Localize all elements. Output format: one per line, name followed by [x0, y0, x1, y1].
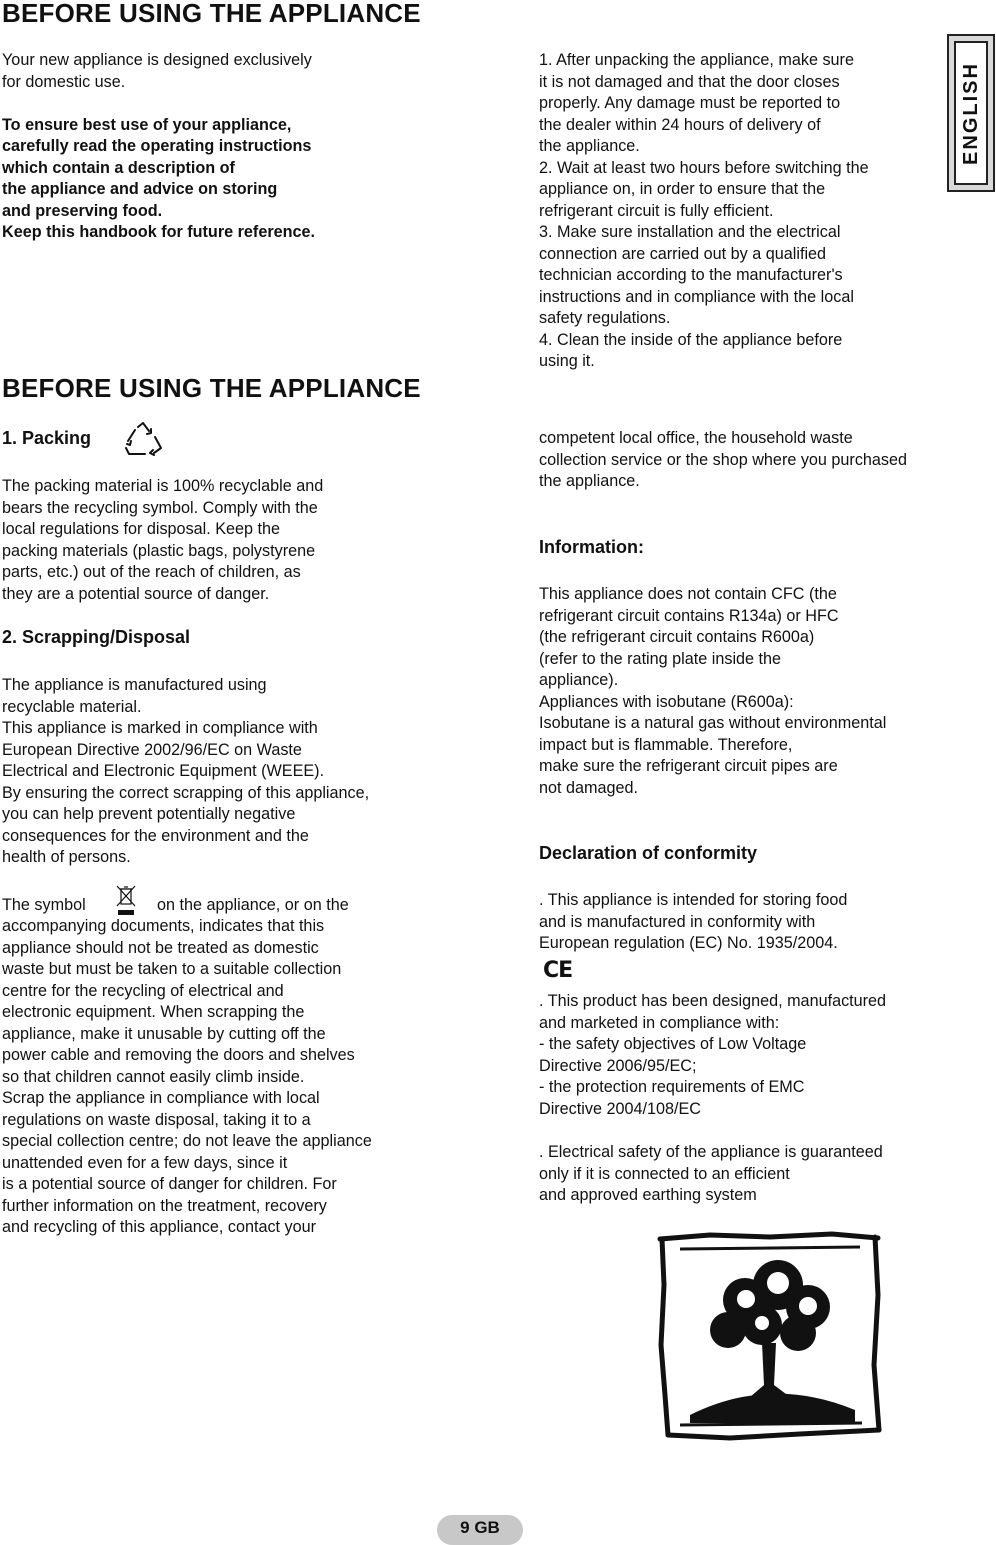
- text-line: using it.: [539, 352, 595, 370]
- text-line: regulations on waste disposal, taking it to a: [2, 1110, 311, 1129]
- text-line: refrigerant circuit is fully efficient.: [539, 201, 774, 220]
- declaration-title: Declaration of conformity: [539, 843, 758, 863]
- text-line: Scrap the appliance in compliance with local: [2, 1089, 320, 1107]
- text-line: appliance on, in order to ensure that the: [539, 180, 826, 198]
- information-text: [539, 584, 886, 799]
- text-line: consequences for the environment and the: [2, 826, 309, 845]
- text-line: 4. Clean the inside of the appliance before: [539, 330, 843, 349]
- declaration-text-a: [539, 890, 847, 955]
- text-line: and preserving food.: [2, 201, 163, 220]
- page-number: 9 GB: [437, 1515, 523, 1545]
- text-line: for domestic use.: [2, 72, 126, 91]
- declaration-text-b: [539, 991, 886, 1120]
- crossed-bin-icon: [114, 884, 138, 916]
- tree-stamp-icon: [650, 1225, 890, 1450]
- text-line: (the refrigerant circuit contains R600a): [539, 628, 815, 646]
- text-line: safety regulations.: [539, 309, 671, 327]
- text-line: Your new appliance is designed exclusively: [2, 51, 312, 69]
- text-line: instructions and in compliance with the local: [539, 287, 854, 306]
- text-line: and recycling of this appliance, contact your: [2, 1218, 317, 1236]
- text-line: Isobutane is a natural gas without environmental: [539, 714, 887, 732]
- text-line: local regulations for disposal. Keep the: [2, 520, 281, 538]
- text-line: unattended even for a few days, since it: [2, 1153, 288, 1172]
- text-line: bears the recycling symbol. Comply with the: [2, 498, 318, 517]
- section1-heading: BEFORE USING THE APPLIANCE: [2, 0, 421, 28]
- text-line: . This product has been designed, manufactured: [539, 992, 887, 1010]
- text-line: The appliance is manufactured using: [2, 676, 267, 694]
- text-line: power cable and removing the doors and shelves: [2, 1046, 355, 1064]
- text-line: packing materials (plastic bags, polystyrene: [2, 541, 316, 560]
- text-line: 2. Wait at least two hours before switching the: [539, 158, 869, 177]
- text-line: Appliances with isobutane (R600a):: [539, 692, 794, 711]
- text-line: so that children cannot easily climb inside.: [2, 1067, 305, 1086]
- text-line: and marketed in compliance with:: [539, 1013, 780, 1032]
- continuation-text: [539, 428, 907, 493]
- text-line: you can help prevent potentially negative: [2, 805, 296, 823]
- text-line: impact but is flammable. Therefore,: [539, 735, 793, 754]
- text-line: European Directive 2002/96/EC on Waste: [2, 740, 302, 759]
- text-line: - the protection requirements of EMC: [539, 1078, 805, 1096]
- text-line: not damaged.: [539, 778, 638, 797]
- text-line: only if it is connected to an efficient: [539, 1164, 790, 1183]
- text-line: it is not damaged and that the door closes: [539, 72, 840, 91]
- text-line: waste but must be taken to a suitable collection: [2, 960, 342, 978]
- text-line: Keep this handbook for future reference.: [2, 223, 316, 241]
- section1-intro: [2, 50, 315, 244]
- text-line: recyclable material.: [2, 697, 142, 716]
- disposal-text-a: [2, 675, 369, 869]
- language-label: ENGLISH: [959, 61, 982, 165]
- text-line: appliance should not be treated as domestic: [2, 938, 319, 957]
- packing-title: 1. Packing: [2, 428, 92, 448]
- text-line: appliance).: [539, 671, 619, 689]
- text-line: competent local office, the household waste: [539, 429, 853, 447]
- text-line: This appliance does not contain CFC (the: [539, 585, 837, 603]
- text-line: they are a potential source of danger.: [2, 584, 270, 603]
- text-line: the appliance.: [539, 472, 640, 490]
- text-line: collection service or the shop where you purchased: [539, 450, 908, 469]
- text-line: make sure the refrigerant circuit pipes are: [539, 757, 838, 775]
- text-line: properly. Any damage must be reported to: [539, 94, 841, 112]
- information-title: Information:: [539, 537, 644, 557]
- text-line: appliance, make it unusable by cutting off the: [2, 1024, 326, 1043]
- text-line: health of persons.: [2, 848, 131, 866]
- text-line: special collection centre; do not leave the appliance: [2, 1132, 372, 1150]
- text-line: - the safety objectives of Low Voltage: [539, 1035, 807, 1053]
- text-line: The packing material is 100% recyclable and: [2, 477, 324, 495]
- language-tab: [947, 34, 995, 192]
- text-line: the appliance and advice on storing: [2, 180, 278, 198]
- section1-right-column: [539, 50, 869, 373]
- text-line: Electrical and Electronic Equipment (WEEE).: [2, 762, 325, 780]
- language-tab-inner: [954, 41, 988, 185]
- text-line: By ensuring the correct scrapping of this appliance,: [2, 783, 370, 802]
- text-line: which contain a description of: [2, 158, 235, 177]
- symbol-prefix: The symbol: [2, 896, 86, 914]
- recycle-icon: [122, 421, 164, 457]
- section2-heading: BEFORE USING THE APPLIANCE: [2, 373, 421, 403]
- text-line: 3. Make sure installation and the electrical: [539, 223, 841, 241]
- text-line: technician according to the manufacturer's: [539, 266, 843, 284]
- text-line: refrigerant circuit contains R134a) or HFC: [539, 606, 839, 625]
- disposal-text-b: [2, 916, 372, 1239]
- ce-mark: CE: [543, 958, 573, 983]
- text-line: centre for the recycling of electrical and: [2, 981, 284, 1000]
- text-line: . This appliance is intended for storing food: [539, 891, 848, 909]
- text-line: This appliance is marked in compliance with: [2, 719, 318, 737]
- text-line: carefully read the operating instructions: [2, 137, 312, 155]
- text-line: electronic equipment. When scrapping the: [2, 1003, 305, 1021]
- disposal-title: 2. Scrapping/Disposal: [2, 627, 191, 647]
- declaration-text-c: [539, 1142, 883, 1207]
- text-line: connection are carried out by a qualified: [539, 244, 827, 263]
- text-line: To ensure best use of your appliance,: [2, 115, 292, 134]
- text-line: and is manufactured in conformity with: [539, 912, 816, 931]
- text-line: 1. After unpacking the appliance, make sure: [539, 51, 854, 69]
- text-line: accompanying documents, indicates that this: [2, 917, 325, 935]
- text-line: (refer to the rating plate inside the: [539, 649, 782, 668]
- text-line: is a potential source of danger for children. For: [2, 1175, 337, 1193]
- text-line: the appliance.: [539, 137, 640, 155]
- text-line: European regulation (EC) No. 1935/2004.: [539, 934, 838, 952]
- text-line: Directive 2004/108/EC: [539, 1099, 701, 1118]
- text-line: and approved earthing system: [539, 1186, 757, 1204]
- text-line: . Electrical safety of the appliance is guaranteed: [539, 1143, 883, 1161]
- text-line: parts, etc.) out of the reach of children, as: [2, 563, 301, 581]
- text-line: the dealer within 24 hours of delivery of: [539, 115, 821, 134]
- packing-text: [2, 476, 323, 605]
- symbol-suffix: on the appliance, or on the: [157, 896, 349, 914]
- text-line: further information on the treatment, recovery: [2, 1196, 327, 1215]
- text-line: Directive 2006/95/EC;: [539, 1056, 697, 1075]
